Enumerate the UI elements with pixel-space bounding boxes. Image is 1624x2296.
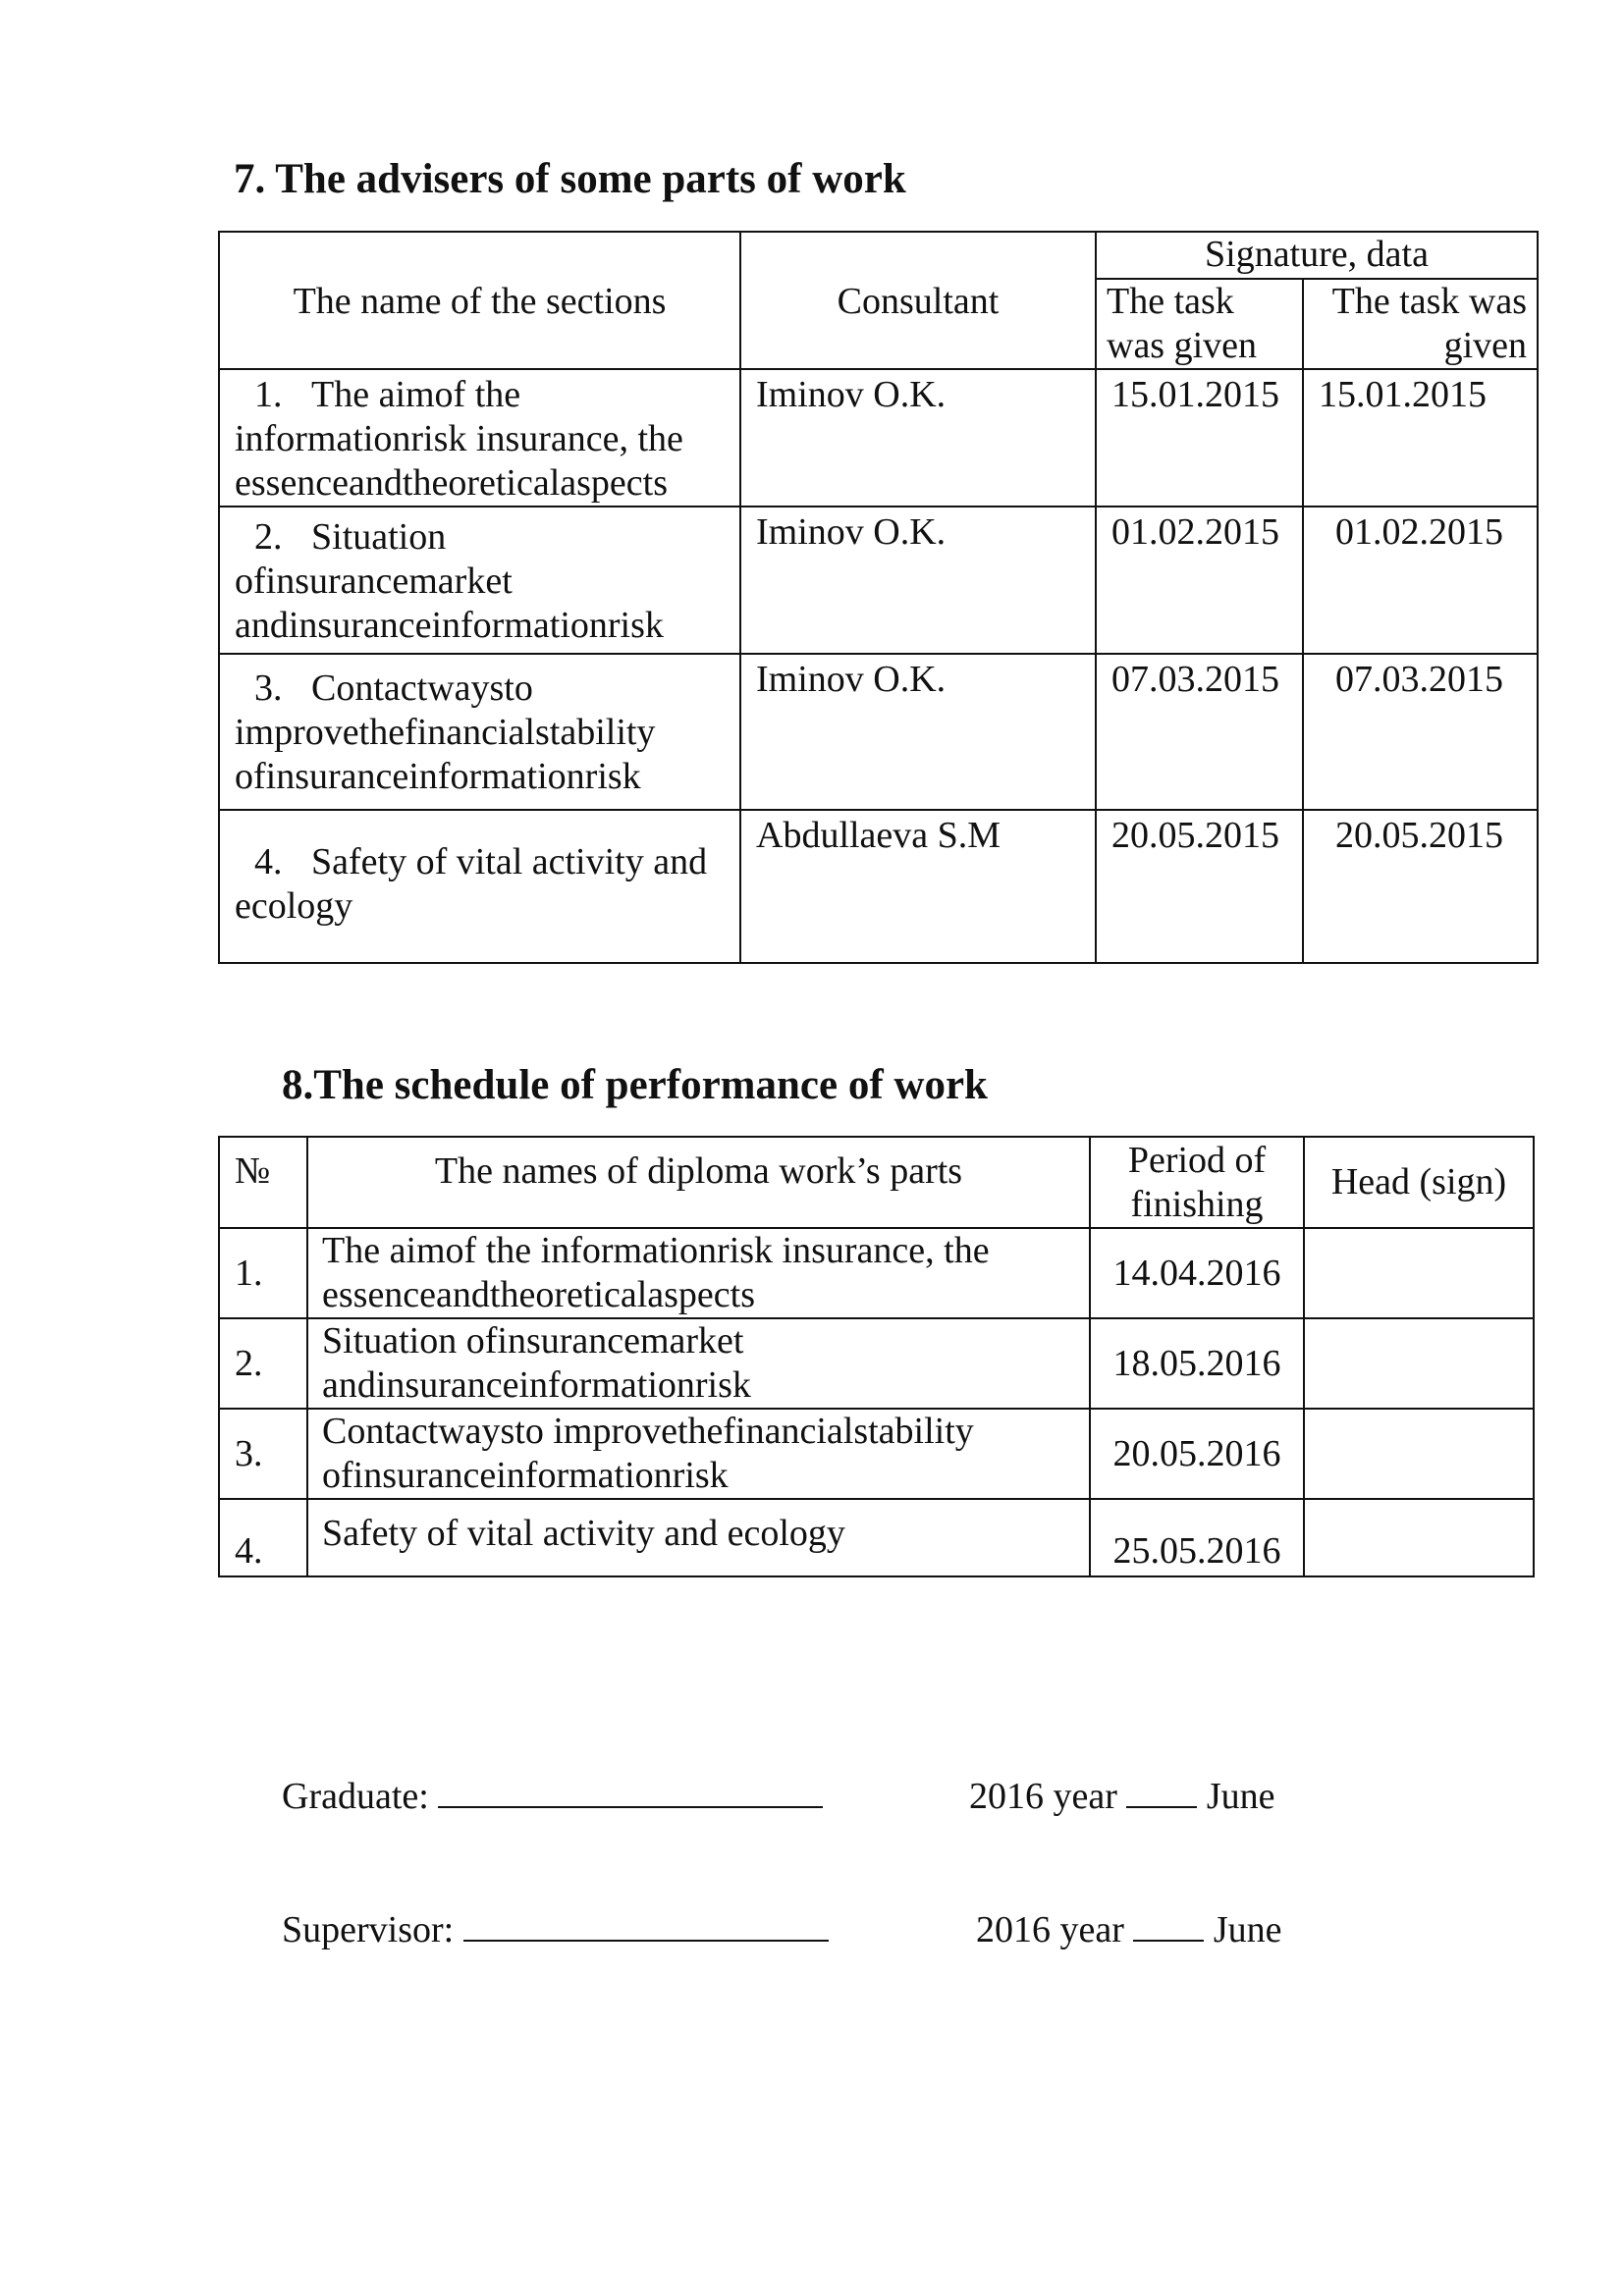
consultant-cell: Iminov O.K. — [740, 654, 1096, 810]
month-text: June — [1206, 1776, 1275, 1817]
section-text-rest: and ecology — [235, 841, 708, 927]
head-sign-cell — [1304, 1228, 1534, 1318]
day-blank[interactable] — [1126, 1777, 1197, 1808]
section-number: 4. — [254, 841, 283, 882]
supervisor-signature-line — [282, 1910, 829, 1949]
supervisor-signature-blank[interactable] — [463, 1910, 829, 1942]
part-name-cell: Situation ofinsurancemarket andinsuranceinformationrisk — [307, 1318, 1090, 1409]
section-8-title: 8.The schedule of performance of work — [282, 1062, 988, 1108]
head-sign-cell — [1304, 1409, 1534, 1499]
header-task-given-1: The task was given — [1096, 279, 1303, 369]
date-given-cell: 01.02.2015 — [1303, 507, 1538, 654]
table-row — [219, 654, 1538, 810]
consultant-cell: Iminov O.K. — [740, 507, 1096, 654]
period-cell: 14.04.2016 — [1090, 1228, 1304, 1318]
table-row — [219, 1499, 1534, 1576]
table-row — [219, 1228, 1534, 1318]
supervisor-label: Supervisor: — [282, 1909, 455, 1950]
table-row — [219, 1409, 1534, 1499]
section-text-first: Safety of vital activity — [311, 841, 644, 882]
row-number: 2. — [219, 1318, 307, 1409]
section-cell — [219, 507, 740, 654]
date-given-cell: 01.02.2015 — [1096, 507, 1303, 654]
consultant-cell: Abdullaeva S.M — [740, 810, 1096, 963]
header-section-name: The name of the sections — [219, 232, 740, 369]
header-consultant: Consultant — [740, 232, 1096, 369]
graduate-signature-blank[interactable] — [438, 1777, 823, 1808]
header-signature-data: Signature, data — [1096, 232, 1538, 279]
date-given-cell: 15.01.2015 — [1096, 369, 1303, 507]
month-text: June — [1213, 1909, 1282, 1950]
part-name-cell: Contactwaysto improvethefinancialstability ofinsuranceinformationrisk — [307, 1409, 1090, 1499]
date-given-cell: 20.05.2015 — [1303, 810, 1538, 963]
section-cell — [219, 810, 740, 963]
schedule-table — [218, 1136, 1535, 1577]
section-text-rest: ofinsurancemarket andinsuranceinformationrisk — [235, 561, 664, 646]
year-text: 2016 year — [976, 1909, 1124, 1950]
table-row — [219, 369, 1538, 507]
header-head-sign: Head (sign) — [1304, 1137, 1534, 1228]
graduate-date-line — [969, 1777, 1275, 1815]
date-given-cell: 20.05.2015 — [1096, 810, 1303, 963]
date-given-cell: 15.01.2015 — [1303, 369, 1538, 507]
section-cell — [219, 654, 740, 810]
graduate-label: Graduate: — [282, 1776, 429, 1817]
row-number: 3. — [219, 1409, 307, 1499]
header-parts: The names of diploma work’s parts — [307, 1137, 1090, 1228]
section-number: 1. — [254, 374, 283, 415]
row-number: 4. — [219, 1499, 307, 1576]
date-given-cell: 07.03.2015 — [1303, 654, 1538, 810]
row-number: 1. — [219, 1228, 307, 1318]
section-cell — [219, 369, 740, 507]
section-7-title: 7. The advisers of some parts of work — [234, 156, 906, 202]
section-text-first: The aimof the — [311, 374, 521, 415]
head-sign-cell — [1304, 1318, 1534, 1409]
section-text-first: Situation — [311, 516, 447, 558]
supervisor-date-line — [976, 1910, 1282, 1949]
section-number: 3. — [254, 667, 283, 709]
head-sign-cell — [1304, 1499, 1534, 1576]
day-blank[interactable] — [1133, 1910, 1204, 1942]
header-task-given-2: The task was given — [1303, 279, 1538, 369]
year-text: 2016 year — [969, 1776, 1117, 1817]
date-given-cell: 07.03.2015 — [1096, 654, 1303, 810]
graduate-signature-line — [282, 1777, 823, 1815]
period-cell: 20.05.2016 — [1090, 1409, 1304, 1499]
section-text-first: Contactwaysto — [311, 667, 533, 709]
table-row — [219, 810, 1538, 963]
period-cell: 18.05.2016 — [1090, 1318, 1304, 1409]
header-period: Period of finishing — [1090, 1137, 1304, 1228]
advisers-table — [218, 231, 1539, 964]
period-cell: 25.05.2016 — [1090, 1499, 1304, 1576]
section-text-rest: informationrisk insurance, the essenceandtheoreticalaspects — [235, 418, 683, 504]
table-row — [219, 507, 1538, 654]
header-number: № — [219, 1137, 307, 1228]
consultant-cell: Iminov O.K. — [740, 369, 1096, 507]
table-row — [219, 1318, 1534, 1409]
section-number: 2. — [254, 516, 283, 558]
part-name-cell: The aimof the informationrisk insurance, the essenceandtheoreticalaspects — [307, 1228, 1090, 1318]
part-name-cell: Safety of vital activity and ecology — [307, 1499, 1090, 1576]
section-text-rest: improvethefinancialstability ofinsuranceinformationrisk — [235, 712, 656, 797]
